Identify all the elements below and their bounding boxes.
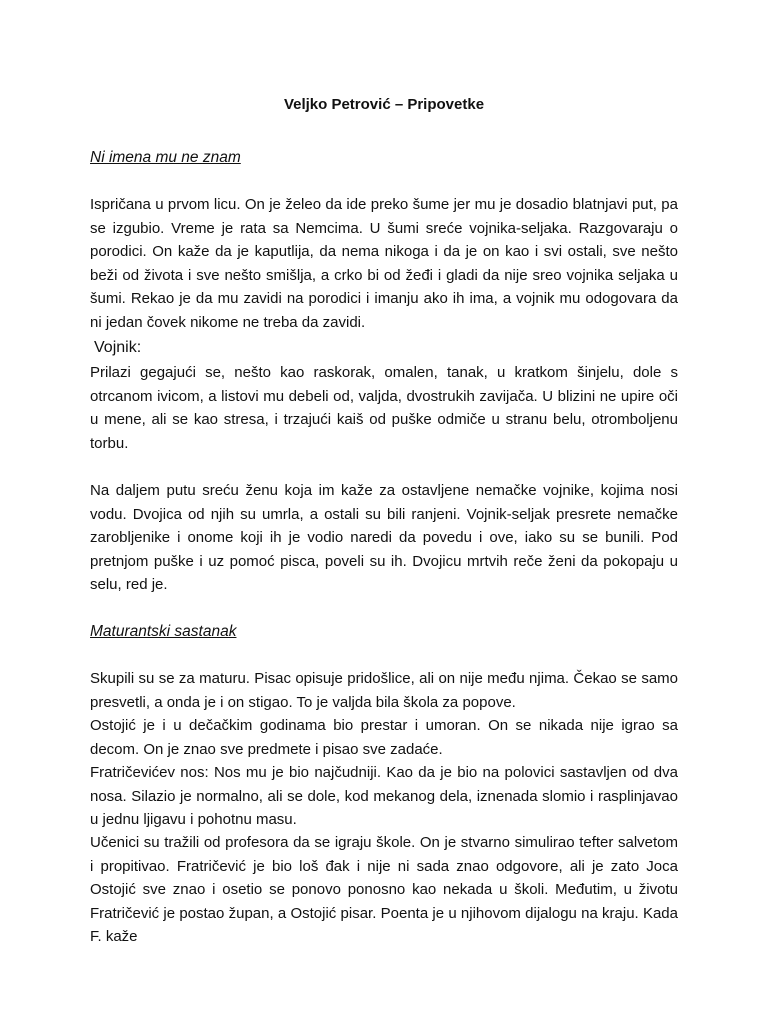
vojnik-label: Vojnik: <box>94 339 142 356</box>
section-heading-ni-imena: Ni imena mu ne znam <box>90 149 241 166</box>
paragraph-nos: Fratričevićev nos: Nos mu je bio najčudniji. Kao da je bio na polovici sastavljen od dva nosa. Silazio je normalno, ali se dole, kod mekanog dela, iznenada slomio i rasplinjavao u jednu ljigavu i pohotnu masu. <box>90 764 678 829</box>
paragraph-ucenici: Učenici su tražili od profesora da se igraju škole. On je stvarno simulirao tefter salvetom i propitivao. Fratričević je bio loš đak i nije ni sada znao odgovore, ali je zato Joca Ostojić sve znao i osetio se ponovo ponosno kao nekada u školi. Međutim, u životu Fratričević je postao župan, a Ostojić pisar. Poenta je u njihovom dijalogu na kraju. Kada F. kaže <box>90 834 678 946</box>
section-heading-maturantski: Maturantski sastanak <box>90 623 237 640</box>
paragraph-intro: Ispričana u prvom licu. On je želeo da ide preko šume jer mu je dosadio blatnjavi put, pa se izgubio. Vreme je rata sa Nemcima. U šumi sreće vojnika-seljaka. Razgovaraju o porodici. On kaže da je kaputlija, da nema nikoga i da je on kao i svi ostali, sve nešto beži od života i sve nešto smišlja, a crko bi od žeđi i gladi da nije sreo vojnika seljaka u šumi. Rekao je da mu zavidi na porodici i imanju ako ih ima, a vojnik mu odogovara da ni jedan čovek nikome ne treba da zavidi. <box>90 196 678 331</box>
document-title: Veljko Petrović – Pripovetke <box>283 96 485 113</box>
paragraph-matura: Skupili su se za maturu. Pisac opisuje pridošlice, ali on nije među njima. Čekao se samo presvetli, a onda je i on stigao. To je valjda bila škola za popove. <box>90 670 678 711</box>
paragraph-vojnik-description: Prilazi gegajući se, nešto kao raskorak, omalen, tanak, u kratkom šinjelu, dole s otrcanom ivicom, a listovi mu debeli od, valjda, dvostrukih zavijača. U blizini ne upire oči u mene, ali se kao stresa, i trzajući kaiš od puške odmiče u stranu belu, otromboljenu torbu. <box>90 364 678 452</box>
paragraph-ostojic: Ostojić je i u dečačkim godinama bio prestar i umoran. On se nikada nije igrao sa decom. On je znao sve predmete i pisao sve zadaće. <box>90 717 678 758</box>
paragraph-daljem-putu: Na daljem putu sreću ženu koja im kaže za ostavljene nemačke vojnike, kojima nosi vodu. Dvojica od njih su umrla, a ostali su bili ranjeni. Vojnik-seljak presrete nemačke zarobljenike i onome koji ih je vodio naredi da povedu i ove, iako su se bunili. Pod pretnjom puške i uz pomoć pisca, poveli su ih. Dvojicu mrtvih reče ženi da pokopaju u selu, red je. <box>90 482 678 594</box>
